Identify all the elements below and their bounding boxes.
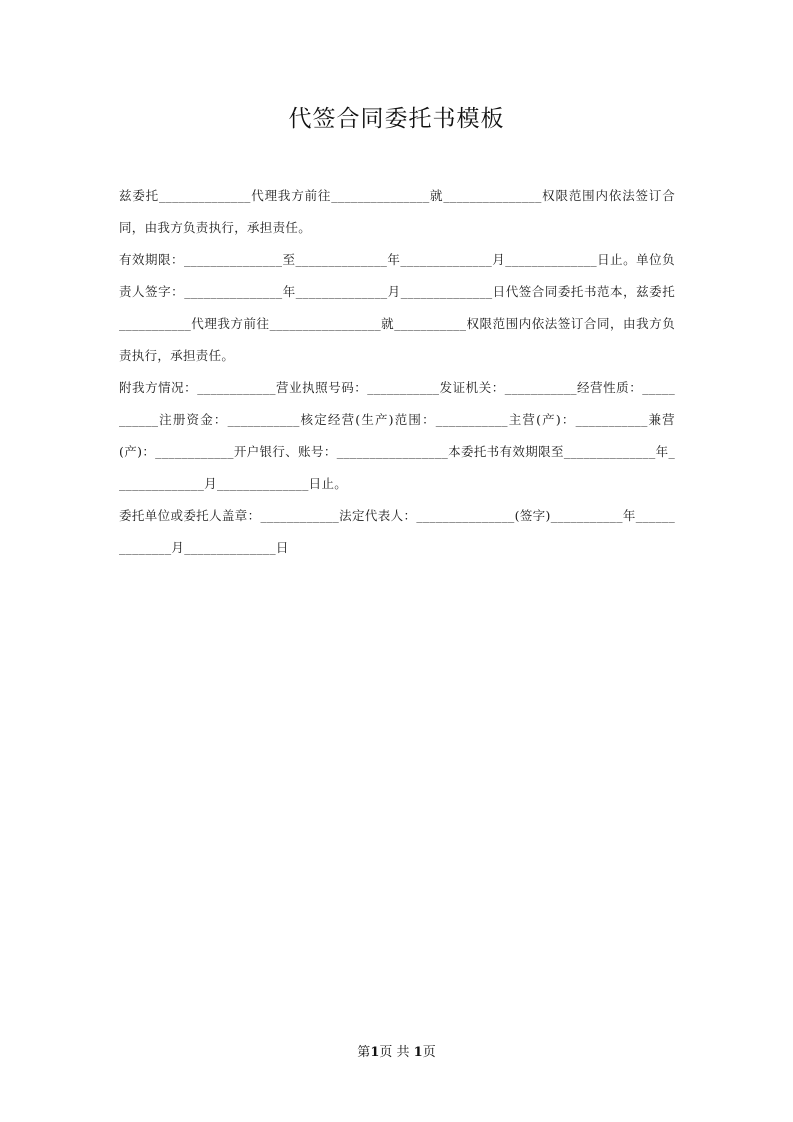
page-footer: [0, 1041, 793, 1060]
footer-suffix: 页: [422, 1045, 436, 1060]
paragraph-authorization: 兹委托______________代理我方前往_______________就_______________权限范围内依法签订合同，由我方负责执行，承担责任。: [119, 188, 675, 235]
paragraph-seal-signature: 委托单位或委托人盖章：____________法定代表人：_______________(签字)___________年______________月______________日: [119, 508, 675, 555]
footer-page-total: 1: [413, 1045, 423, 1060]
footer-prefix: 第: [357, 1045, 371, 1060]
paragraph-validity: 有效期限：_______________至______________年______________月______________日止。单位负责人签字：_______________年______________月______________日代签合同委托书范本，兹委托___________代理我方前往_________________就___________权限范围内依法签订合同，由我方负责执行，承担责任。: [119, 252, 675, 363]
footer-middle: 页 共: [379, 1045, 410, 1060]
document-title: 代签合同委托书模板: [288, 106, 505, 132]
paragraph-company-info: 附我方情况：____________营业执照号码：___________发证机关：___________经营性质：___________注册资金：___________核定经营(生产)范围：___________主营(产)：___________兼营(产)：____________开户银行、账号：_________________本委托书有效期限至______________年______________月______________日止。: [119, 380, 675, 491]
footer-page-current: 1: [370, 1045, 380, 1060]
document-body: [119, 180, 675, 564]
